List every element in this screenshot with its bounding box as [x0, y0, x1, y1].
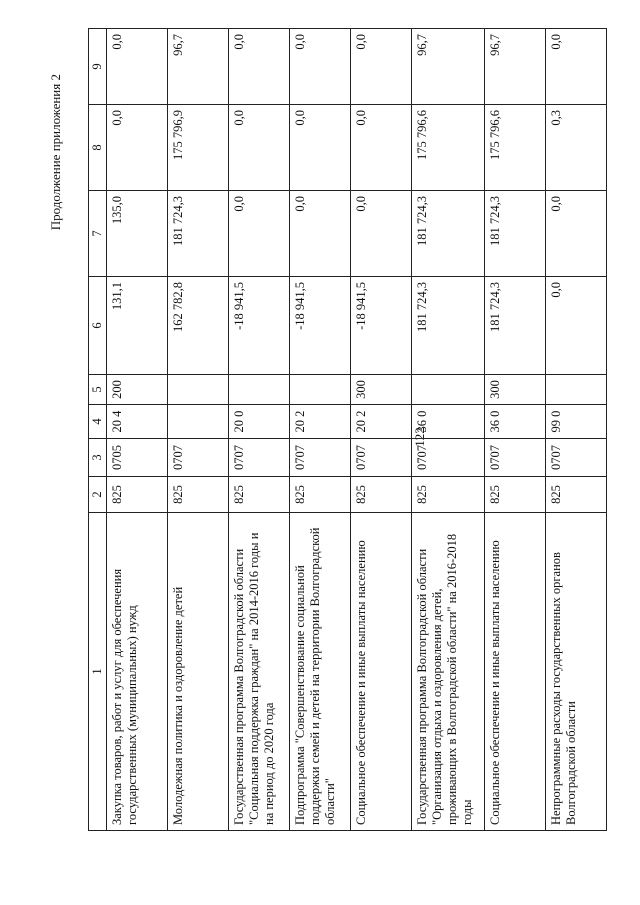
- expense-type-code: [546, 375, 607, 405]
- amount-col7: 181 724,3: [485, 191, 546, 277]
- amount-col7: 0,0: [229, 191, 290, 277]
- amount-col6: -18 941,5: [351, 277, 412, 375]
- amount-col7: 181 724,3: [412, 191, 485, 277]
- expense-type-code: 300: [351, 375, 412, 405]
- column-header: 4: [89, 405, 107, 439]
- percent-col9: 96,7: [168, 29, 229, 105]
- amount-col6: -18 941,5: [290, 277, 351, 375]
- amount-col8: 0,0: [229, 105, 290, 191]
- expense-type-code: [412, 375, 485, 405]
- amount-col6: -18 941,5: [229, 277, 290, 375]
- ministry-code: 825: [229, 477, 290, 513]
- amount-col7: 0,0: [351, 191, 412, 277]
- section-code: 0707: [546, 439, 607, 477]
- table-header-row: [89, 29, 107, 831]
- program-code: 20 4: [107, 405, 168, 439]
- table-row: [546, 29, 607, 831]
- expense-item-name: Подпрограмма "Совершенствование социальной поддержки семей и детей на территории Волгоградской области": [290, 513, 351, 831]
- percent-col9: 0,0: [351, 29, 412, 105]
- expense-item-name: Социальное обеспечение и иные выплаты населению: [485, 513, 546, 831]
- program-code: [168, 405, 229, 439]
- ministry-code: 825: [485, 477, 546, 513]
- amount-col7: 181 724,3: [168, 191, 229, 277]
- program-code: 36 0: [412, 405, 485, 439]
- ministry-code: 825: [351, 477, 412, 513]
- column-header: 6: [89, 277, 107, 375]
- expense-item-name: Государственная программа Волгоградской области "Организация отдыха и оздоровления детей, проживающих в Волгоградской области" на 2016-2018 годы: [412, 513, 485, 831]
- expense-type-code: 200: [107, 375, 168, 405]
- section-code: 0707: [229, 439, 290, 477]
- amount-col8: 0,0: [290, 105, 351, 191]
- program-code: 36 0: [485, 405, 546, 439]
- amount-col7: 0,0: [546, 191, 607, 277]
- section-code: 0707: [290, 439, 351, 477]
- column-header: 5: [89, 375, 107, 405]
- section-code: 0707: [412, 439, 485, 477]
- budget-table: [88, 28, 607, 831]
- percent-col9: 96,7: [412, 29, 485, 105]
- table-row: [412, 29, 485, 831]
- amount-col6: 131,1: [107, 277, 168, 375]
- appendix-continuation-note: Продолжение приложения 2: [48, 74, 63, 231]
- program-code: 20 0: [229, 405, 290, 439]
- column-header: 8: [89, 105, 107, 191]
- amount-col8: 0,0: [107, 105, 168, 191]
- expense-type-code: [229, 375, 290, 405]
- page-number: 122: [412, 427, 427, 447]
- expense-item-name: Молодежная политика и оздоровление детей: [168, 513, 229, 831]
- expense-type-code: [290, 375, 351, 405]
- table-row: [485, 29, 546, 831]
- ministry-code: 825: [546, 477, 607, 513]
- column-header: 2: [89, 477, 107, 513]
- section-code: 0707: [351, 439, 412, 477]
- amount-col7: 135,0: [107, 191, 168, 277]
- column-header: 3: [89, 439, 107, 477]
- table-row: [229, 29, 290, 831]
- expense-type-code: 300: [485, 375, 546, 405]
- ministry-code: 825: [290, 477, 351, 513]
- percent-col9: 0,0: [546, 29, 607, 105]
- percent-col9: 0,0: [229, 29, 290, 105]
- program-code: 99 0: [546, 405, 607, 439]
- column-header: 1: [89, 513, 107, 831]
- amount-col6: 0,0: [546, 277, 607, 375]
- amount-col8: 0,3: [546, 105, 607, 191]
- expense-item-name: Непрограммные расходы государственных органов Волгоградской области: [546, 513, 607, 831]
- ministry-code: 825: [107, 477, 168, 513]
- amount-col6: 181 724,3: [412, 277, 485, 375]
- amount-col7: 0,0: [290, 191, 351, 277]
- amount-col8: 175 796,6: [412, 105, 485, 191]
- percent-col9: 0,0: [290, 29, 351, 105]
- expense-type-code: [168, 375, 229, 405]
- expense-item-name: Государственная программа Волгоградской области "Социальная поддержка граждан" на 2014-2016 годы и на период до 2020 года: [229, 513, 290, 831]
- section-code: 0707: [168, 439, 229, 477]
- table-row: [107, 29, 168, 831]
- amount-col8: 175 796,6: [485, 105, 546, 191]
- section-code: 0707: [485, 439, 546, 477]
- program-code: 20 2: [351, 405, 412, 439]
- percent-col9: 0,0: [107, 29, 168, 105]
- table-row: [168, 29, 229, 831]
- program-code: 20 2: [290, 405, 351, 439]
- amount-col8: 175 796,9: [168, 105, 229, 191]
- percent-col9: 96,7: [485, 29, 546, 105]
- amount-col6: 181 724,3: [485, 277, 546, 375]
- section-code: 0705: [107, 439, 168, 477]
- amount-col8: 0,0: [351, 105, 412, 191]
- column-header: 9: [89, 29, 107, 105]
- expense-item-name: Социальное обеспечение и иные выплаты населению: [351, 513, 412, 831]
- column-header: 7: [89, 191, 107, 277]
- table-row: [290, 29, 351, 831]
- amount-col6: 162 782,8: [168, 277, 229, 375]
- ministry-code: 825: [168, 477, 229, 513]
- expense-item-name: Закупка товаров, работ и услуг для обеспечения государственных (муниципальных) нужд: [107, 513, 168, 831]
- table-row: [351, 29, 412, 831]
- ministry-code: 825: [412, 477, 485, 513]
